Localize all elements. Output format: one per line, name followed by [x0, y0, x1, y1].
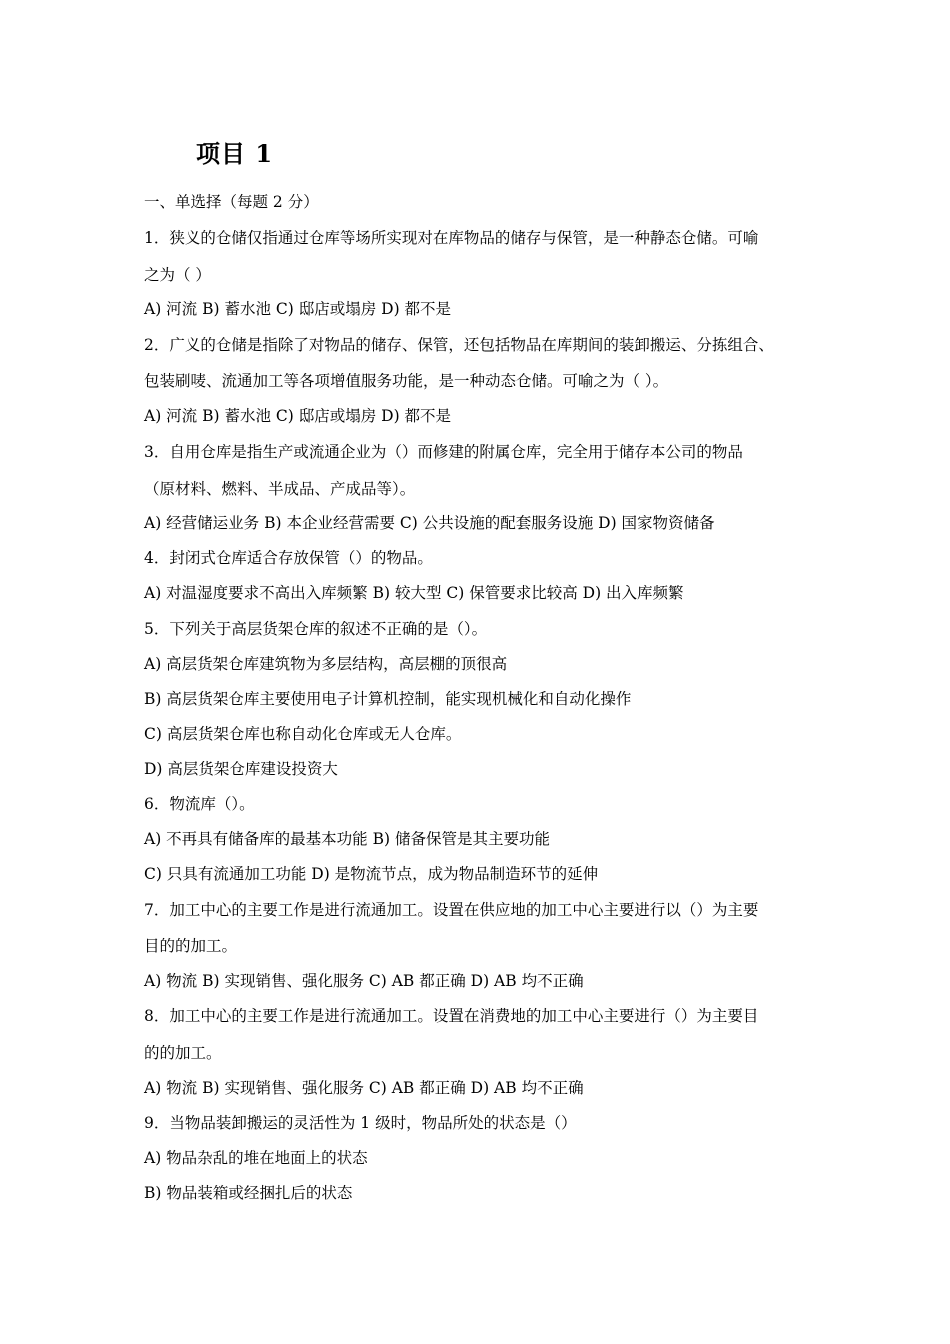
question-8-options: A) 物流 B) 实现销售、强化服务 C) AB 都正确 D) AB 均不正确: [144, 1079, 584, 1097]
question-3-line-2: （原材料、燃料、半成品、产成品等）。: [144, 480, 416, 498]
question-9-option-b: B) 物品装箱或经捆扎后的状态: [144, 1184, 353, 1202]
question-1-options: A) 河流 B) 蓄水池 C) 邸店或塌房 D) 都不是: [144, 300, 452, 318]
question-1-line-1: 1．狭义的仓储仅指通过仓库等场所实现对在库物品的储存与保管，是一种静态仓储。可喻: [144, 229, 759, 247]
question-5-option-c: C) 高层货架仓库也称自动化仓库或无人仓库。: [144, 725, 462, 743]
question-2-line-2: 包装刷唛、流通加工等各项增值服务功能，是一种动态仓储。可喻之为（ ）。: [144, 372, 669, 390]
question-3-options: A) 经营储运业务 B) 本企业经营需要 C) 公共设施的配套服务设施 D) 国家物资储备: [144, 514, 715, 532]
question-5-option-d: D) 高层货架仓库建设投资大: [144, 760, 338, 778]
question-9-line-1: 9．当物品装卸搬运的灵活性为 1 级时，物品所处的状态是（）: [144, 1114, 577, 1132]
page-title: 项目 1: [196, 139, 274, 168]
question-7-options: A) 物流 B) 实现销售、强化服务 C) AB 都正确 D) AB 均不正确: [144, 972, 584, 990]
question-2-options: A) 河流 B) 蓄水池 C) 邸店或塌房 D) 都不是: [144, 407, 452, 425]
question-6-options-ab: A) 不再具有储备库的最基本功能 B) 储备保管是其主要功能: [144, 830, 550, 848]
question-1-line-2: 之为（ ）: [144, 266, 211, 284]
question-9-option-a: A) 物品杂乱的堆在地面上的状态: [144, 1149, 368, 1167]
question-4-options: A) 对温湿度要求不高出入库频繁 B) 较大型 C) 保管要求比较高 D) 出入库频繁: [144, 584, 684, 602]
question-6-options-cd: C) 只具有流通加工功能 D) 是物流节点，成为物品制造环节的延伸: [144, 865, 599, 883]
question-7-line-2: 目的的加工。: [144, 937, 238, 955]
question-8-line-1: 8．加工中心的主要工作是进行流通加工。设置在消费地的加工中心主要进行（）为主要目: [144, 1007, 759, 1025]
question-5-option-b: B) 高层货架仓库主要使用电子计算机控制，能实现机械化和自动化操作: [144, 690, 632, 708]
question-2-line-1: 2．广义的仓储是指除了对物品的储存、保管，还包括物品在库期间的装卸搬运、分拣组合、: [144, 336, 774, 354]
question-8-line-2: 的的加工。: [144, 1044, 222, 1062]
question-5-option-a: A) 高层货架仓库建筑物为多层结构，高层棚的顶很高: [144, 655, 508, 673]
question-5-line-1: 5．下列关于高层货架仓库的叙述不正确的是（）。: [144, 620, 488, 638]
question-4-line-1: 4．封闭式仓库适合存放保管（）的物品。: [144, 549, 433, 567]
question-7-line-1: 7．加工中心的主要工作是进行流通加工。设置在供应地的加工中心主要进行以（）为主要: [144, 901, 759, 919]
question-3-line-1: 3．自用仓库是指生产或流通企业为（）而修建的附属仓库，完全用于储存本公司的物品: [144, 443, 743, 461]
question-6-line-1: 6．物流库（）。: [144, 795, 255, 813]
section-heading: 一、单选择（每题 2 分）: [144, 193, 319, 211]
